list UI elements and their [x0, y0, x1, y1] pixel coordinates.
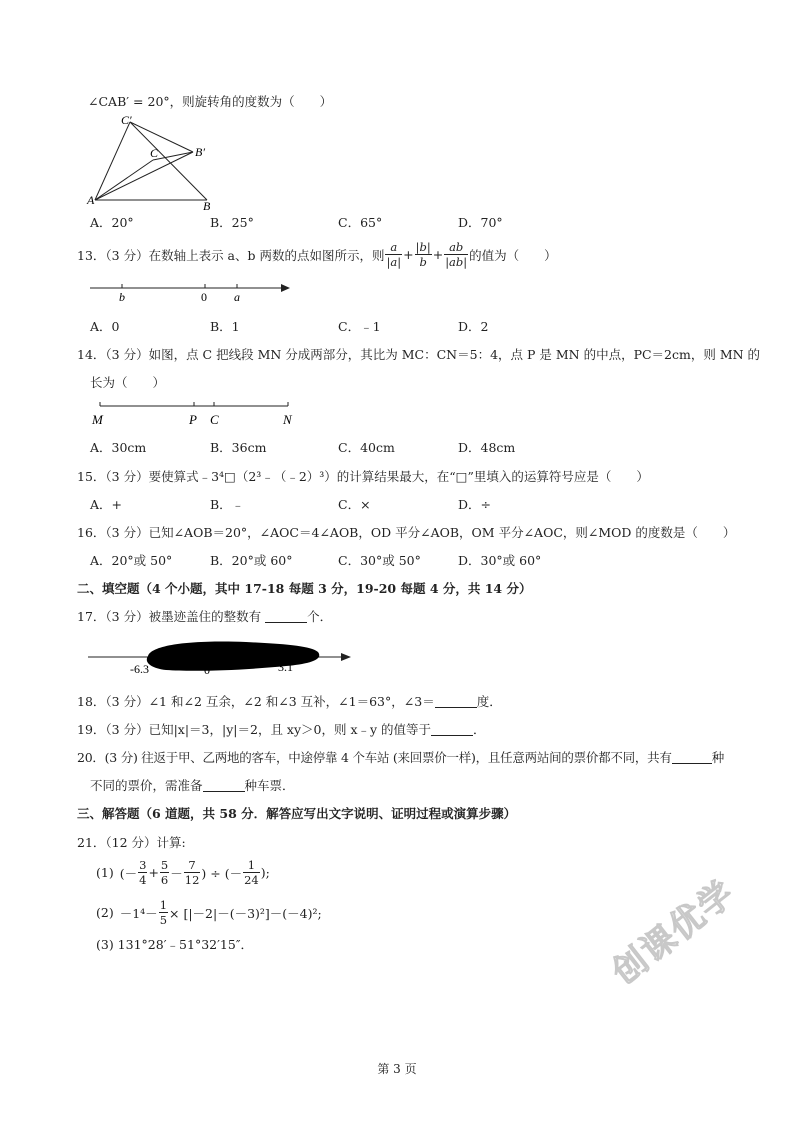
label-pos: 3.1: [278, 660, 293, 674]
q19-stem-a: 19．（3 分）已知|x|＝3，|y|＝2，且 xy＞0，则 x﹣y 的值等于: [77, 722, 432, 737]
label-b: b: [119, 290, 125, 304]
q20-line2-b: 种车票．: [244, 778, 295, 793]
part-label: (2): [96, 905, 114, 920]
q19-stem: [77, 720, 486, 738]
q20-line2-a: 不同的票价，需准备: [90, 778, 203, 793]
plus-sign: +: [432, 247, 444, 262]
q20-line1: [77, 748, 725, 766]
q13-option-b: B．1: [210, 319, 240, 334]
expr: +: [148, 865, 159, 880]
fraction: [159, 898, 168, 927]
q12-figure: [85, 112, 225, 212]
q12-option-d: D．70°: [458, 215, 503, 230]
expr: (－: [119, 865, 138, 881]
q15-option-a: A．+: [90, 497, 123, 512]
q16-stem: 16．（3 分）已知∠AOB＝20°，∠AOC＝4∠AOB，OD 平分∠AOB，OM 平分∠AOC，则∠MOD 的度数是（ ）: [77, 525, 736, 540]
numerator: 5: [160, 858, 169, 872]
fraction: [138, 858, 147, 887]
section-3-heading: 三、解答题（6 道题，共 58 分．解答应写出文字说明、证明过程或演算步骤）: [77, 806, 517, 821]
q14-option-d: D．48cm: [458, 440, 516, 455]
q20-answer-blank-1: [672, 751, 712, 764]
q13-option-a: A．0: [90, 319, 120, 334]
label-b-prime: B′: [195, 145, 205, 159]
label-c: C: [150, 146, 159, 160]
numerator: 1: [243, 858, 260, 873]
q21-part-2: [96, 898, 322, 927]
q18-stem-a: 18．（3 分）∠1 和∠2 互余，∠2 和∠3 互补，∠1＝63°，∠3＝: [77, 694, 435, 709]
label-a: a: [234, 290, 240, 304]
q14-option-a: A．30cm: [90, 440, 147, 455]
denominator: 6: [160, 873, 169, 887]
q20-answer-blank-2: [203, 779, 245, 792]
q17-stem-b: 个．: [307, 609, 333, 624]
q14-stem-line1: 14．（3 分）如图，点 C 把线段 MN 分成两部分，其比为 MC：CN＝5：4，点 P 是 MN 的中点，PC＝2cm，则 MN 的: [77, 347, 761, 362]
q17-answer-blank: [265, 610, 307, 623]
denominator: |ab|: [445, 255, 468, 269]
denominator: |a|: [386, 255, 402, 269]
numerator: 7: [184, 858, 201, 873]
numerator: ab: [444, 240, 468, 255]
q12-option-c: C．65°: [338, 215, 383, 230]
q12-option-a: A．20°: [90, 215, 134, 230]
q13-suffix: 的值为（ ）: [469, 247, 557, 263]
q20-line1-a: 20．(3 分) 往返于甲、乙两地的客车，中途停靠 4 个车站 (来回票价一样)，且任意两站间的票价都不同，共有: [77, 750, 672, 765]
expr: );: [260, 865, 270, 880]
denominator: 4: [139, 873, 147, 887]
label-zero: 0: [204, 663, 210, 677]
q12-stem: ∠CAB′ = 20°，则旋转角的度数为（ ）: [88, 94, 333, 109]
label-zero: 0: [201, 290, 207, 304]
q21-part-1: [96, 858, 270, 887]
page-number: 第 3 页: [377, 1062, 417, 1076]
label-c-prime: C′: [121, 113, 132, 127]
denominator: 24: [244, 873, 259, 887]
q14-stem-line2: 长为（ ）: [90, 375, 166, 390]
q13-fraction-3: [444, 240, 468, 269]
numerator: |b|: [415, 240, 431, 254]
denominator: b: [419, 255, 427, 269]
q13-fraction-2: [415, 240, 432, 269]
q15-option-d: D．÷: [458, 497, 491, 512]
q20-line1-b: 种: [711, 750, 725, 765]
label-p: P: [189, 412, 197, 427]
numerator: 1: [159, 898, 168, 912]
q16-option-a: A．20°或 50°: [90, 553, 173, 568]
q13-stem: [77, 240, 557, 269]
q17-number-line: [86, 636, 356, 678]
ink-blot: [147, 642, 319, 671]
q15-option-c: C．×: [338, 497, 371, 512]
q17-stem: [77, 607, 332, 625]
fraction: [243, 858, 260, 887]
label-c: C: [210, 412, 219, 427]
q14-option-b: B．36cm: [210, 440, 267, 455]
expr: ) ÷ (－: [201, 865, 243, 881]
q18-answer-blank: [435, 695, 477, 708]
q16-option-b: B．20°或 60°: [210, 553, 293, 568]
q15-stem: 15．（3 分）要使算式﹣3⁴□（2³﹣（﹣2）³）的计算结果最大，在“□”里填入的运算符号应是（ ）: [77, 469, 649, 484]
label-m: M: [92, 412, 103, 427]
q18-stem: [77, 692, 502, 710]
q14-option-c: C．40cm: [338, 440, 395, 455]
q21-stem: 21．（12 分）计算:: [77, 835, 186, 850]
denominator: 12: [184, 873, 200, 887]
q15-option-b: B．﹣: [210, 497, 245, 512]
q13-option-c: C．﹣1: [338, 319, 381, 334]
label-n: N: [283, 412, 292, 427]
q12-option-b: B．25°: [210, 215, 254, 230]
fraction: [160, 858, 169, 887]
q13-prefix: 13．（3 分）在数轴上表示 a、b 两数的点如图所示，则: [77, 247, 385, 263]
numerator: 3: [139, 858, 147, 872]
plus-sign: +: [403, 247, 414, 262]
label-neg: -6.3: [130, 662, 149, 676]
q16-option-d: D．30°或 60°: [458, 553, 542, 568]
label-a: A: [87, 193, 95, 207]
watermark: 创课优学: [604, 872, 744, 993]
expr: × [|－2|－(－3)²]－(－4)²;: [169, 905, 322, 921]
section-2-heading: 二、填空题（4 个小题，其中 17-18 每题 3 分，19-20 每题 4 分，共 14 分）: [77, 581, 532, 596]
q17-stem-a: 17．（3 分）被墨迹盖住的整数有: [77, 609, 262, 624]
expr: －: [170, 865, 183, 881]
q19-answer-blank: [431, 723, 473, 736]
q13-number-line: [88, 280, 298, 304]
label-b: B: [203, 199, 211, 212]
q14-segment-figure: [88, 398, 298, 428]
q19-stem-b: ．: [473, 722, 486, 737]
denominator: 5: [159, 913, 168, 927]
q20-line2: [90, 776, 295, 794]
q13-fraction-1: [385, 240, 402, 269]
q21-part-3: (3) 131°28′﹣51°32′15″．: [96, 937, 254, 952]
numerator: a: [385, 240, 402, 255]
q16-option-c: C．30°或 50°: [338, 553, 421, 568]
fraction: [184, 858, 201, 887]
part-label: (1): [96, 865, 114, 880]
q13-option-d: D．2: [458, 319, 489, 334]
expr: －1⁴－: [119, 905, 158, 921]
q18-stem-b: 度．: [476, 694, 502, 709]
